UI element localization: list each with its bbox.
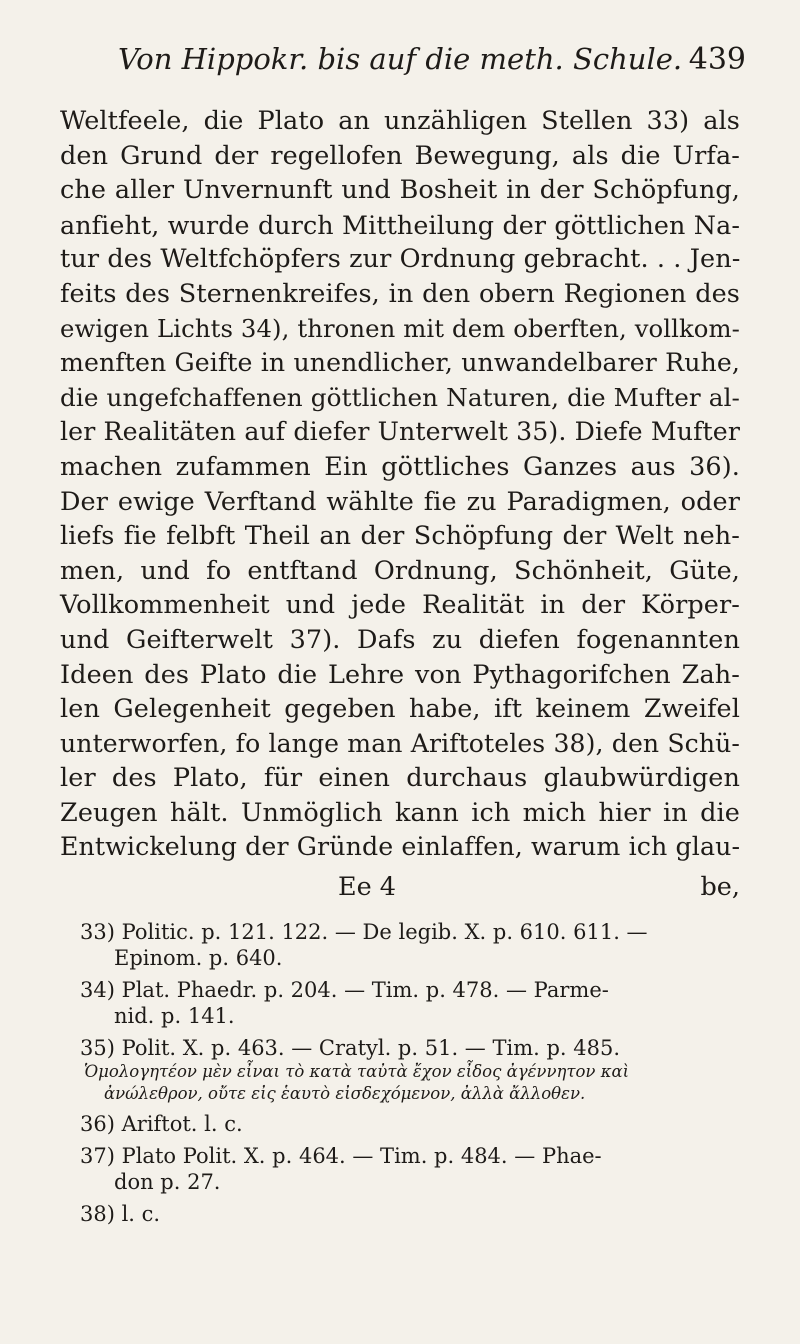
text-line: len Gelegenheit gegeben habe, ift keinem Zweifel <box>60 694 740 725</box>
text-line: Vollkommenheit und jede Realität in der Körper- <box>60 590 740 621</box>
footnote-37 <box>80 1143 740 1195</box>
text-line: menften Geifte in unendlicher, unwandelbarer Ruhe, <box>60 348 740 378</box>
text-line: tur des Weltfchöpfers zur Ordnung gebracht. . . Jen- <box>60 244 741 275</box>
footnote-line: don p. 27. <box>114 1170 221 1195</box>
footnote-35 <box>80 1035 740 1105</box>
footnote-line: 34) Plat. Phaedr. p. 204. — Tim. p. 478. — Parme- <box>80 978 609 1003</box>
footnote-33 <box>80 919 740 971</box>
footnote-line: 33) Politic. p. 121. 122. — De legib. X. p. 610. 611. — <box>80 920 648 945</box>
text-line: die ungefchaffenen göttlichen Naturen, die Mufter al- <box>60 382 740 412</box>
body-text <box>60 104 740 865</box>
footnote-line: Epinom. p. 640. <box>114 946 283 971</box>
text-line: men, und fo entftand Ordnung, Schönheit, Güte, <box>60 555 740 586</box>
footnote-34 <box>80 977 740 1029</box>
greek-quote-line: Ὁμολογητέον μὲν εἶναι τὸ κατὰ ταὐτὰ ἔχον εἶδος ἀγέννητον καὶ <box>84 1062 630 1082</box>
footnote-36 <box>80 1111 740 1137</box>
running-head-title: Von Hippokr. bis auf die meth. Schule. <box>118 42 683 76</box>
footnote-line: 38) l. c. <box>80 1202 161 1227</box>
running-head <box>60 42 746 100</box>
text-line: ewigen Lichts 34), thronen mit dem oberften, vollkom- <box>60 313 740 343</box>
text-line: ler des Plato, für einen durchaus glaubwürdigen <box>60 763 740 794</box>
greek-quote-line: ἀνώλεθρον, οὔτε εἰς ἑαυτὸ εἰσδεχόμενον, ἀλλὰ ἄλλοθεν. <box>104 1084 586 1104</box>
text-line: che aller Unvernunft und Bosheit in der Schöpfung, <box>60 175 740 206</box>
text-line: den Grund der regellofen Bewegung, als die Urfa- <box>60 140 740 171</box>
text-line: liefs fie felbft Theil an der Schöpfung der Welt neh- <box>60 521 740 552</box>
catchword: be, <box>700 872 740 903</box>
text-line: anfieht, wurde durch Mittheilung der göttlichen Na- <box>60 209 740 240</box>
footnote-38 <box>80 1201 740 1227</box>
text-line: Zeugen hält. Unmöglich kann ich mich hier in die <box>60 797 740 828</box>
text-line: machen zufammen Ein göttliches Ganzes aus 36). <box>60 451 740 482</box>
footnotes <box>60 919 740 1227</box>
footnote-line: 35) Polit. X. p. 463. — Cratyl. p. 51. — Tim. p. 485. <box>80 1036 621 1061</box>
footnote-line: 36) Ariftot. l. c. <box>80 1112 243 1137</box>
text-line: ler Realitäten auf diefer Unterwelt 35). Diefe Mufter <box>60 417 740 447</box>
text-line: und Geifterwelt 37). Dafs zu diefen fogenannten <box>60 624 740 655</box>
signature-mark: Ee 4 <box>338 872 397 903</box>
footnote-line: nid. p. 141. <box>114 1004 235 1029</box>
signature-line <box>60 869 740 905</box>
text-line: feits des Sternenkreifes, in den obern Regionen des <box>60 278 740 309</box>
text-line: unterworfen, fo lange man Ariftoteles 38), den Schü- <box>60 728 740 758</box>
text-line: Entwickelung der Gründe einlaffen, warum ich glau- <box>60 832 741 862</box>
page-number: 439 <box>688 42 746 77</box>
text-line: Ideen des Plato die Lehre von Pythagorifchen Zah- <box>60 659 740 690</box>
text-line: Der ewige Verftand wählte fie zu Paradigmen, oder <box>60 486 740 517</box>
text-line: Weltfeele, die Plato an unzähligen Stellen 33) als <box>60 106 740 136</box>
footnote-line: 37) Plato Polit. X. p. 464. — Tim. p. 484. — Phae- <box>80 1144 602 1169</box>
